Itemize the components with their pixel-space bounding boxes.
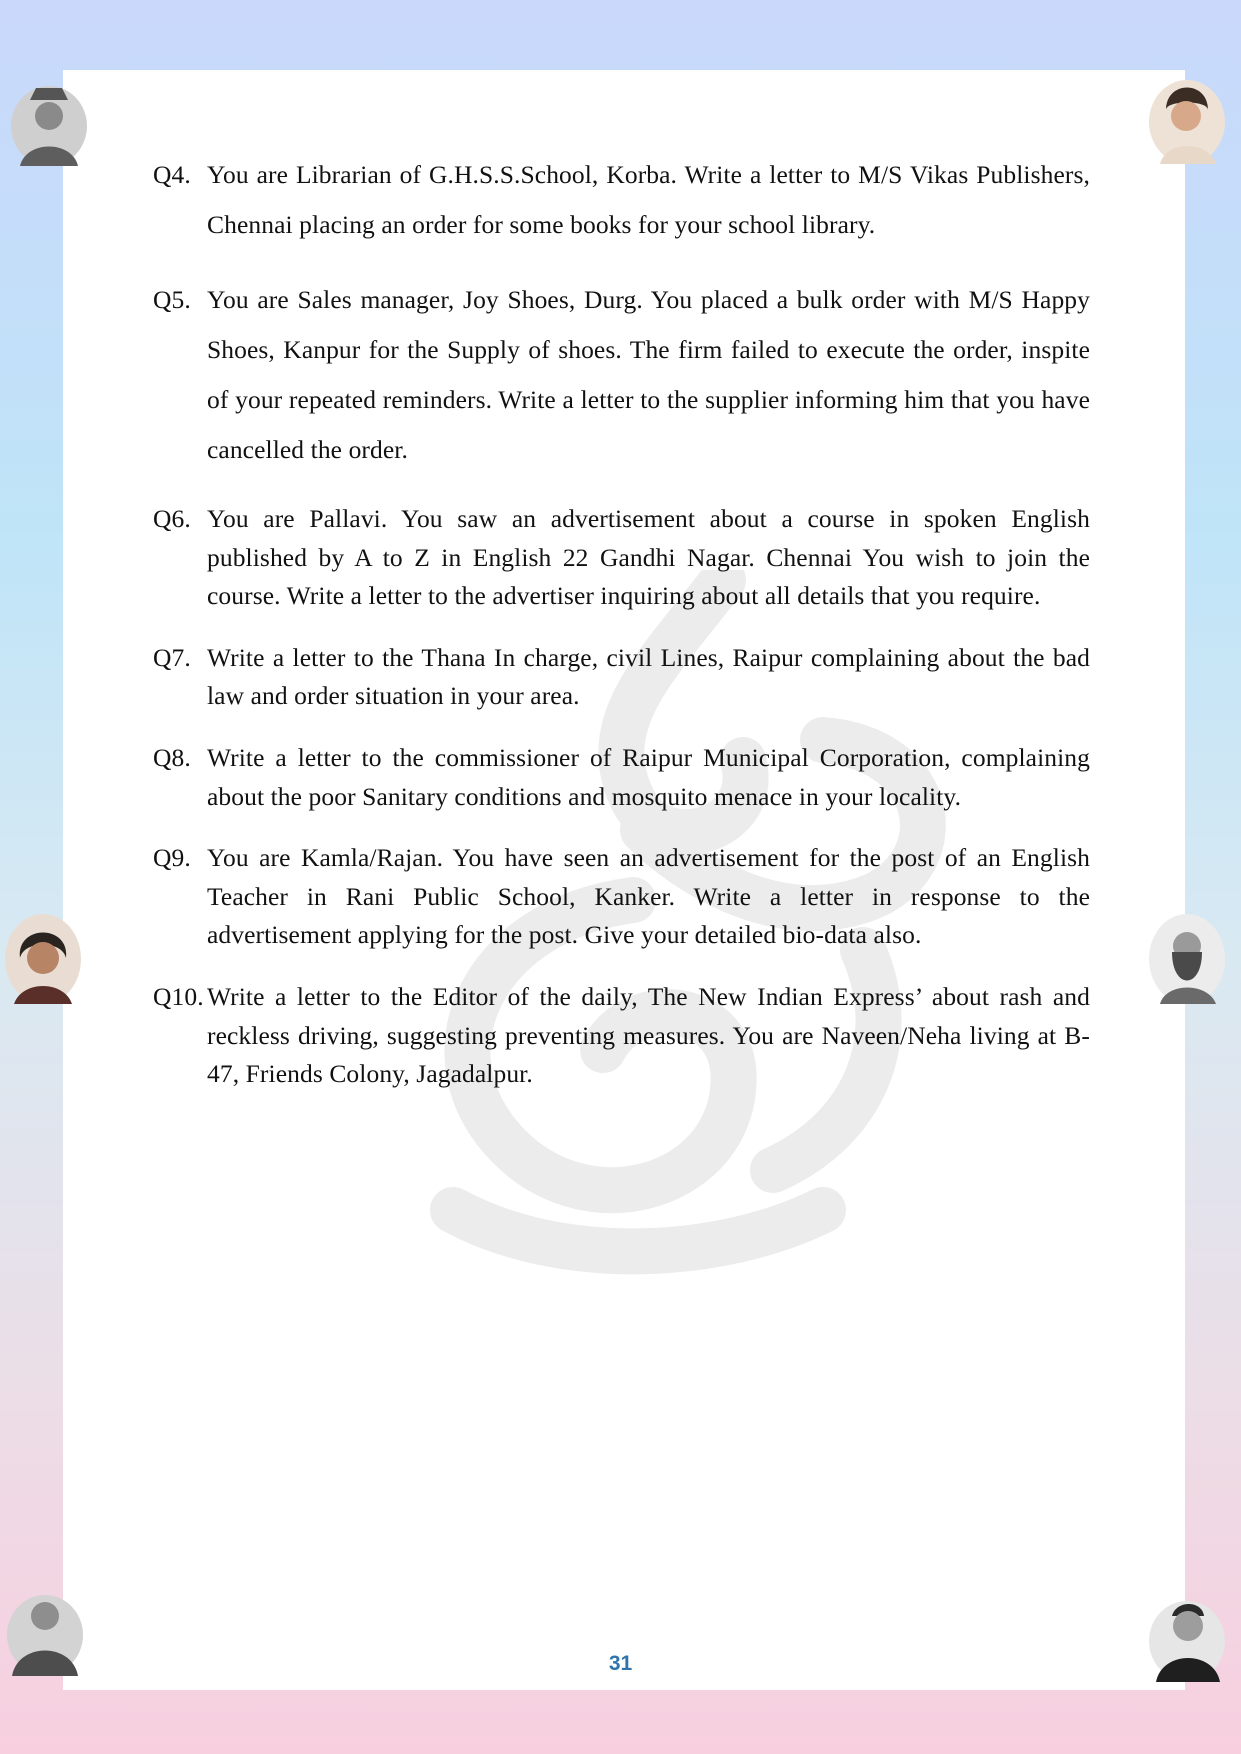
question-number: Q5. <box>153 285 191 314</box>
question-item <box>153 978 1090 1094</box>
portrait-top-left-icon <box>8 70 90 168</box>
question-item <box>153 500 1090 616</box>
question-text: Write a letter to the Editor of the daily, The New Indian Express’ about rash and reckless driving, suggesting preventing measures. You are Naveen/Neha living at B-47, Friends Colony, Jagadalpur. <box>207 981 1090 1089</box>
page-number: 31 <box>608 1652 633 1675</box>
question-item <box>153 639 1090 716</box>
portrait-bottom-right-icon <box>1146 1586 1228 1684</box>
question-text: You are Librarian of G.H.S.S.School, Korba. Write a letter to M/S Vikas Publishers, Chennai placing an order for some books for your school library. <box>207 160 1090 239</box>
question-number: Q4. <box>153 160 191 189</box>
portrait-top-right-icon <box>1146 70 1228 168</box>
question-number: Q7. <box>153 642 191 672</box>
question-item <box>153 150 1090 250</box>
question-item <box>153 839 1090 955</box>
question-item <box>153 275 1090 475</box>
question-number: Q10. <box>153 981 204 1011</box>
page-sheet <box>63 70 1185 1690</box>
question-number: Q9. <box>153 843 191 873</box>
question-text: You are Sales manager, Joy Shoes, Durg. You placed a bulk order with M/S Happy Shoes, Kanpur for the Supply of shoes. The firm failed to execute the order, inspite of your repeated reminders. Write a letter to the supplier informing him that you have cancelled the order. <box>207 285 1090 464</box>
question-text: You are Kamla/Rajan. You have seen an advertisement for the post of an English Teacher in Rani Public School, Kanker. Write a letter in response to the advertisement applying for the post. Give your detailed bio-data also. <box>207 843 1090 950</box>
question-number: Q6. <box>153 504 191 533</box>
question-text: Write a letter to the Thana In charge, civil Lines, Raipur complaining about the bad law and order situation in your area. <box>207 642 1090 711</box>
question-text: You are Pallavi. You saw an advertisement about a course in spoken English published by A to Z in English 22 Gandhi Nagar. Chennai You wish to join the course. Write a letter to the advertiser inquiring about all details that you require. <box>207 504 1090 611</box>
question-number: Q8. <box>153 742 191 772</box>
portrait-middle-right-icon <box>1146 910 1228 1008</box>
portrait-middle-left-icon <box>2 910 84 1008</box>
questions-list <box>153 150 1090 1117</box>
question-item <box>153 739 1090 816</box>
question-text: Write a letter to the commissioner of Raipur Municipal Corporation, complaining about the poor Sanitary conditions and mosquito menace in your locality. <box>207 742 1090 811</box>
portrait-bottom-left-icon <box>4 1580 86 1678</box>
